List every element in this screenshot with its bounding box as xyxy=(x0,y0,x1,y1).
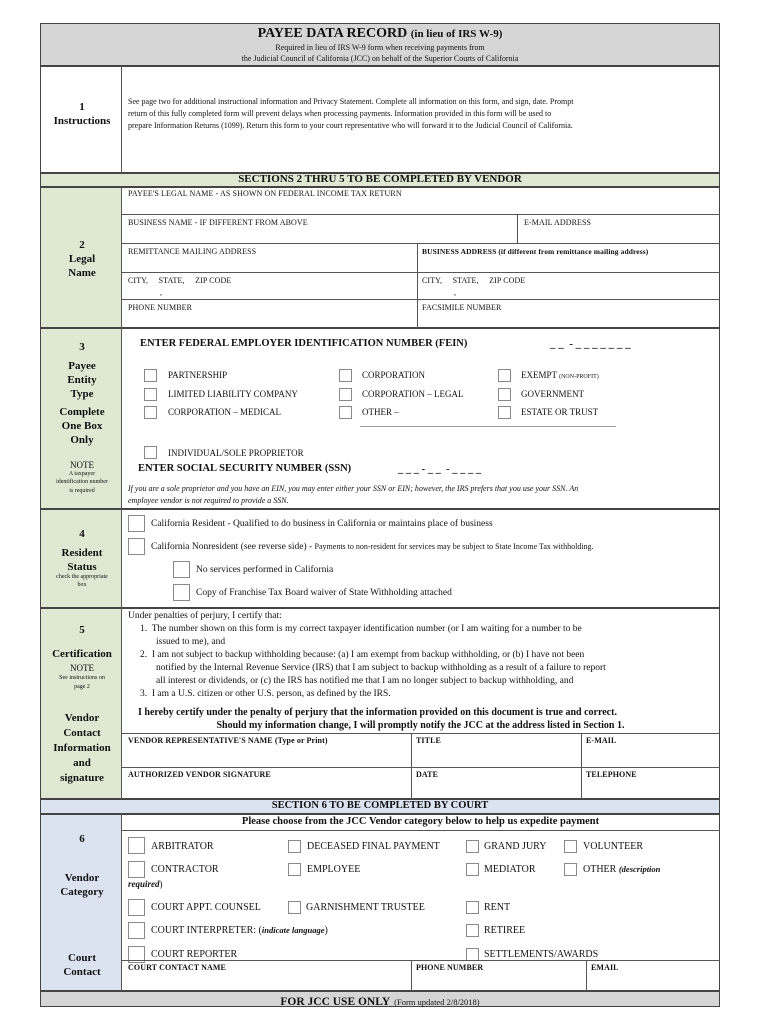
legal-name-label: PAYEE'S LEGAL NAME - AS SHOWN ON FEDERAL INCOME TAX RETURN xyxy=(128,189,402,198)
section-2-number: 2 xyxy=(79,239,85,251)
other-category-desc: (description xyxy=(618,864,661,874)
rent-checkbox[interactable] xyxy=(466,901,479,914)
footer-text xyxy=(40,992,720,1010)
exempt-label-text: EXEMPT xyxy=(521,370,557,380)
business-address-field[interactable] xyxy=(418,257,719,271)
government-label: GOVERNMENT xyxy=(521,389,584,399)
instructions-line-1: See page two for additional instructional information and Privacy Statement. Complete all information on this form, and sign, date. Prompt xyxy=(128,97,574,106)
retiree-checkbox[interactable] xyxy=(466,924,479,937)
rep-signature-label: AUTHORIZED VENDOR SIGNATURE xyxy=(128,770,271,779)
court-phone-label: PHONE NUMBER xyxy=(416,963,484,972)
business-city-field[interactable] xyxy=(418,286,719,298)
ca-nonresident-checkbox[interactable] xyxy=(128,538,145,555)
no-services-checkbox[interactable] xyxy=(173,561,190,578)
business-name-label: BUSINESS NAME - IF DIFFERENT FROM ABOVE xyxy=(128,218,308,227)
section-4-note-1: check the appropriate xyxy=(56,574,108,580)
form-title xyxy=(40,26,720,42)
rent-label: RENT xyxy=(484,902,511,913)
court-appt-counsel-label: COURT APPT. COUNSEL xyxy=(151,902,261,913)
ca-resident-checkbox[interactable] xyxy=(128,515,145,532)
section-6-number: 6 xyxy=(79,833,85,845)
ca-nonresident-label xyxy=(151,542,594,552)
settlements-label: SETTLEMENTS/AWARDS xyxy=(484,949,599,960)
rep-date-field[interactable] xyxy=(412,780,580,798)
vendor-banner-text: SECTIONS 2 THRU 5 TO BE COMPLETED BY VENDOR xyxy=(238,173,522,185)
mediator-checkbox[interactable] xyxy=(466,863,479,876)
footer-main: FOR JCC USE ONLY xyxy=(280,996,391,1008)
section-5-label: Certification xyxy=(52,648,112,660)
section-4-label-1: Resident xyxy=(61,547,103,559)
certification-item-2a: 2. I am not subject to backup withholding because: (a) I am exempt from backup withholding, or (b) I have not been xyxy=(140,650,585,660)
court-contact-label-1: Court xyxy=(67,952,97,964)
arbitrator-label: ARBITRATOR xyxy=(151,841,214,852)
section-4-note-2: box xyxy=(77,582,87,588)
city-comma-1: , xyxy=(160,288,163,297)
vendor-contact-label-5: signature xyxy=(60,772,104,784)
court-banner-text: SECTION 6 TO BE COMPLETED BY COURT xyxy=(271,800,489,811)
garnishment-label: GARNISHMENT TRUSTEE xyxy=(306,902,425,913)
business-address-label: BUSINESS ADDRESS (if different from remittance mailing address) xyxy=(422,247,649,256)
ftb-waiver-checkbox[interactable] xyxy=(173,584,190,601)
city-state-zip-label-1: CITY, STATE, ZIP CODE xyxy=(128,276,232,285)
city-state-zip-label-2: CITY, STATE, ZIP CODE xyxy=(422,276,526,285)
ssn-note-1: If you are a sole proprietor and you have an EIN, you may enter either your SSN or EIN; however, the IRS prefers that you use your SSN. An xyxy=(128,484,579,493)
no-services-label: No services performed in California xyxy=(196,565,334,575)
rep-title-field[interactable] xyxy=(412,746,580,766)
section-2-label-1: Legal xyxy=(68,253,96,265)
rep-name-field[interactable] xyxy=(122,746,410,766)
business-name-field[interactable] xyxy=(122,228,516,242)
llc-checkbox[interactable] xyxy=(144,388,157,401)
rep-phone-field[interactable] xyxy=(582,780,719,798)
llc-label: LIMITED LIABILITY COMPANY xyxy=(168,389,298,399)
fax-number-field[interactable] xyxy=(418,313,719,327)
mediator-label: MEDIATOR xyxy=(484,864,536,875)
legal-name-field[interactable] xyxy=(122,199,719,213)
section-3-complete-1: Complete xyxy=(59,406,105,418)
volunteer-checkbox[interactable] xyxy=(564,840,577,853)
court-interpreter-label xyxy=(151,925,328,936)
category-instruction: Please choose from the JCC Vendor category below to help us expedite payment xyxy=(241,816,600,827)
rep-name-label: VENDOR REPRESENTATIVE'S NAME (Type or Print) xyxy=(128,736,328,745)
vendor-contact-label-1: Vendor xyxy=(64,712,100,724)
court-interpreter-text: COURT INTERPRETER: ( xyxy=(151,925,262,936)
certification-bold-2: Should my information change, I will promptly notify the JCC at the address listed in Section 1. xyxy=(216,720,625,731)
court-phone-field[interactable] xyxy=(412,973,585,990)
certification-intro: Under penalties of perjury, I certify that: xyxy=(128,611,282,621)
deceased-checkbox[interactable] xyxy=(288,840,301,853)
grand-jury-label: GRAND JURY xyxy=(484,841,547,852)
section-3-note-2: identification number xyxy=(56,479,108,485)
form-title-sub: (in lieu of IRS W-9) xyxy=(410,28,503,40)
exempt-checkbox[interactable] xyxy=(498,369,511,382)
instructions-line-2: return of this fully completed form will prevent delays when processing payments. Information provided in this form will be used to xyxy=(128,109,552,118)
ssn-note-2: employee vendor is not required to provide a SSN. xyxy=(128,496,289,505)
exempt-label-sub: (NON-PROFIT) xyxy=(559,374,599,380)
arbitrator-checkbox[interactable] xyxy=(128,837,145,854)
corporation-legal-label: CORPORATION – LEGAL xyxy=(362,389,464,399)
phone-number-field[interactable] xyxy=(122,313,416,327)
section-3-label-2: Entity xyxy=(67,374,97,386)
rep-phone-label: TELEPHONE xyxy=(586,770,637,779)
phone-number-label: PHONE NUMBER xyxy=(128,303,193,312)
header-line-2: the Judicial Council of California (JCC) on behalf of the Superior Courts of California xyxy=(241,54,519,63)
ca-nonresident-text: California Nonresident (see reverse side) - xyxy=(151,542,313,552)
form-title-main: PAYEE DATA RECORD xyxy=(257,26,408,41)
section-3-label-1: Payee xyxy=(68,360,96,372)
header-line-1: Required in lieu of IRS W-9 form when receiving payments from xyxy=(275,43,485,52)
other-required-text: required xyxy=(128,879,160,889)
fax-number-label: FACSIMILE NUMBER xyxy=(422,303,502,312)
rep-date-label: DATE xyxy=(416,770,439,779)
rep-signature-field[interactable] xyxy=(122,780,410,798)
ca-nonresident-note: Payments to non-resident for services may be subject to State Income Tax withholding. xyxy=(314,542,594,551)
section-5-note-2: page 2 xyxy=(74,684,90,690)
other-category-required xyxy=(128,879,163,889)
corporation-medical-label: CORPORATION – MEDICAL xyxy=(168,407,282,417)
corporation-legal-checkbox[interactable] xyxy=(339,388,352,401)
section-1-number: 1 xyxy=(79,101,85,113)
section-3-label-3: Type xyxy=(70,388,94,400)
individual-label: INDIVIDUAL/SOLE PROPRIETOR xyxy=(168,448,304,458)
section-6-label-2: Category xyxy=(60,886,104,898)
section-1-label: Instructions xyxy=(53,115,111,127)
vendor-contact-label-4: and xyxy=(73,757,91,769)
section-3-number: 3 xyxy=(79,341,85,353)
court-reporter-label: COURT REPORTER xyxy=(151,949,238,960)
section-3-note-3: is required xyxy=(69,488,95,494)
rep-email-field[interactable] xyxy=(582,746,719,766)
other-category-label xyxy=(583,864,660,875)
certification-bold-1: I hereby certify under the penalty of perjury that the information provided on this document is true and correct. xyxy=(138,707,617,718)
partnership-checkbox[interactable] xyxy=(144,369,157,382)
remittance-city-field[interactable] xyxy=(122,286,416,298)
section-5-note: NOTE xyxy=(70,663,94,673)
other-category-text: OTHER xyxy=(583,864,617,875)
government-checkbox[interactable] xyxy=(498,388,511,401)
court-contact-label-2: Contact xyxy=(63,966,101,978)
corporation-checkbox[interactable] xyxy=(339,369,352,382)
section-3-note-1: A taxpayer xyxy=(68,471,96,477)
court-interpreter-checkbox[interactable] xyxy=(128,922,145,939)
section-1 xyxy=(40,66,720,173)
vendor-contact-label-3: Information xyxy=(53,742,111,754)
exempt-label xyxy=(521,370,599,380)
email-address-field[interactable] xyxy=(518,228,719,242)
other-entity-label: OTHER – xyxy=(362,407,399,417)
estate-trust-checkbox[interactable] xyxy=(498,406,511,419)
fein-label: ENTER FEDERAL EMPLOYER IDENTIFICATION NUMBER (FEIN) xyxy=(140,338,468,349)
fein-input[interactable]: _ _ - _ _ _ _ _ _ _ xyxy=(550,338,631,350)
court-interpreter-lang: indicate language xyxy=(261,925,325,935)
partnership-label: PARTNERSHIP xyxy=(168,370,228,380)
court-email-label: EMAIL xyxy=(591,963,619,972)
remittance-address-field[interactable] xyxy=(122,257,416,271)
section-5-note-1: See instructions on xyxy=(59,675,105,681)
employee-label: EMPLOYEE xyxy=(307,864,361,875)
ftb-waiver-label: Copy of Franchise Tax Board waiver of State Withholding attached xyxy=(196,588,452,598)
contractor-checkbox[interactable] xyxy=(128,861,145,878)
deceased-label: DECEASED FINAL PAYMENT xyxy=(307,841,440,852)
ssn-label: ENTER SOCIAL SECURITY NUMBER (SSN) xyxy=(138,463,352,474)
section-3-note: NOTE xyxy=(70,460,94,470)
section-4-number: 4 xyxy=(79,528,85,540)
garnishment-checkbox[interactable] xyxy=(288,901,301,914)
grand-jury-checkbox[interactable] xyxy=(466,840,479,853)
rep-email-label: E-MAIL xyxy=(586,736,617,745)
court-contact-name-label: COURT CONTACT NAME xyxy=(128,963,226,972)
certification-item-2c: all interest or dividends, or (c) the IRS has notified me that I am no longer subject to backup withholding, and xyxy=(156,676,574,686)
individual-checkbox[interactable] xyxy=(144,446,157,459)
vendor-contact-label-2: Contact xyxy=(63,727,101,739)
section-3-complete-2: One Box xyxy=(61,420,103,432)
volunteer-label: VOLUNTEER xyxy=(583,841,643,852)
court-email-field[interactable] xyxy=(587,973,719,990)
certification-item-1b: issued to me), and xyxy=(156,637,226,647)
employee-checkbox[interactable] xyxy=(288,863,301,876)
section-3 xyxy=(40,328,720,509)
email-address-label: E-MAIL ADDRESS xyxy=(524,218,592,227)
other-entity-checkbox[interactable] xyxy=(339,406,352,419)
other-category-checkbox[interactable] xyxy=(564,863,577,876)
section-5-number: 5 xyxy=(79,624,85,636)
section-4-label-2: Status xyxy=(67,561,97,573)
city-comma-2: , xyxy=(454,288,457,297)
contractor-label: CONTRACTOR xyxy=(151,864,219,875)
court-appt-counsel-checkbox[interactable] xyxy=(128,899,145,916)
section-2-label-2: Name xyxy=(68,267,96,279)
certification-item-3: 3. I am a U.S. citizen or other U.S. person, as defined by the IRS. xyxy=(140,689,391,699)
footer-sub: (Form updated 2/8/2018) xyxy=(394,997,480,1007)
corporation-medical-checkbox[interactable] xyxy=(144,406,157,419)
corporation-label: CORPORATION xyxy=(362,370,426,380)
instructions-line-3: prepare Information Returns (1099). Return this form to your court representative who will forward it to the Judicial Council of California. xyxy=(128,121,573,130)
remittance-address-label: REMITTANCE MAILING ADDRESS xyxy=(128,247,257,256)
section-6-label-1: Vendor xyxy=(64,872,100,884)
certification-item-2b: notified by the Internal Revenue Service (IRS) that I am subject to backup withholding as a result of a failure to report xyxy=(156,663,606,673)
section-3-complete-3: Only xyxy=(70,434,94,446)
other-entity-field[interactable] xyxy=(360,426,616,427)
court-interpreter-close: ) xyxy=(324,925,328,936)
other-required-paren: ) xyxy=(159,879,163,889)
ca-resident-label: California Resident - Qualified to do business in California or maintains place of business xyxy=(151,519,493,529)
rep-title-label: TITLE xyxy=(416,736,441,745)
certification-item-1a: 1. The number shown on this form is my correct taxpayer identification number (or I am waiting for a number to be xyxy=(140,624,582,634)
ssn-input[interactable]: _ _ _ - _ _ - _ _ _ _ xyxy=(398,464,482,475)
court-contact-name-field[interactable] xyxy=(122,973,410,990)
estate-trust-label: ESTATE OR TRUST xyxy=(521,407,599,417)
retiree-label: RETIREE xyxy=(484,925,526,936)
